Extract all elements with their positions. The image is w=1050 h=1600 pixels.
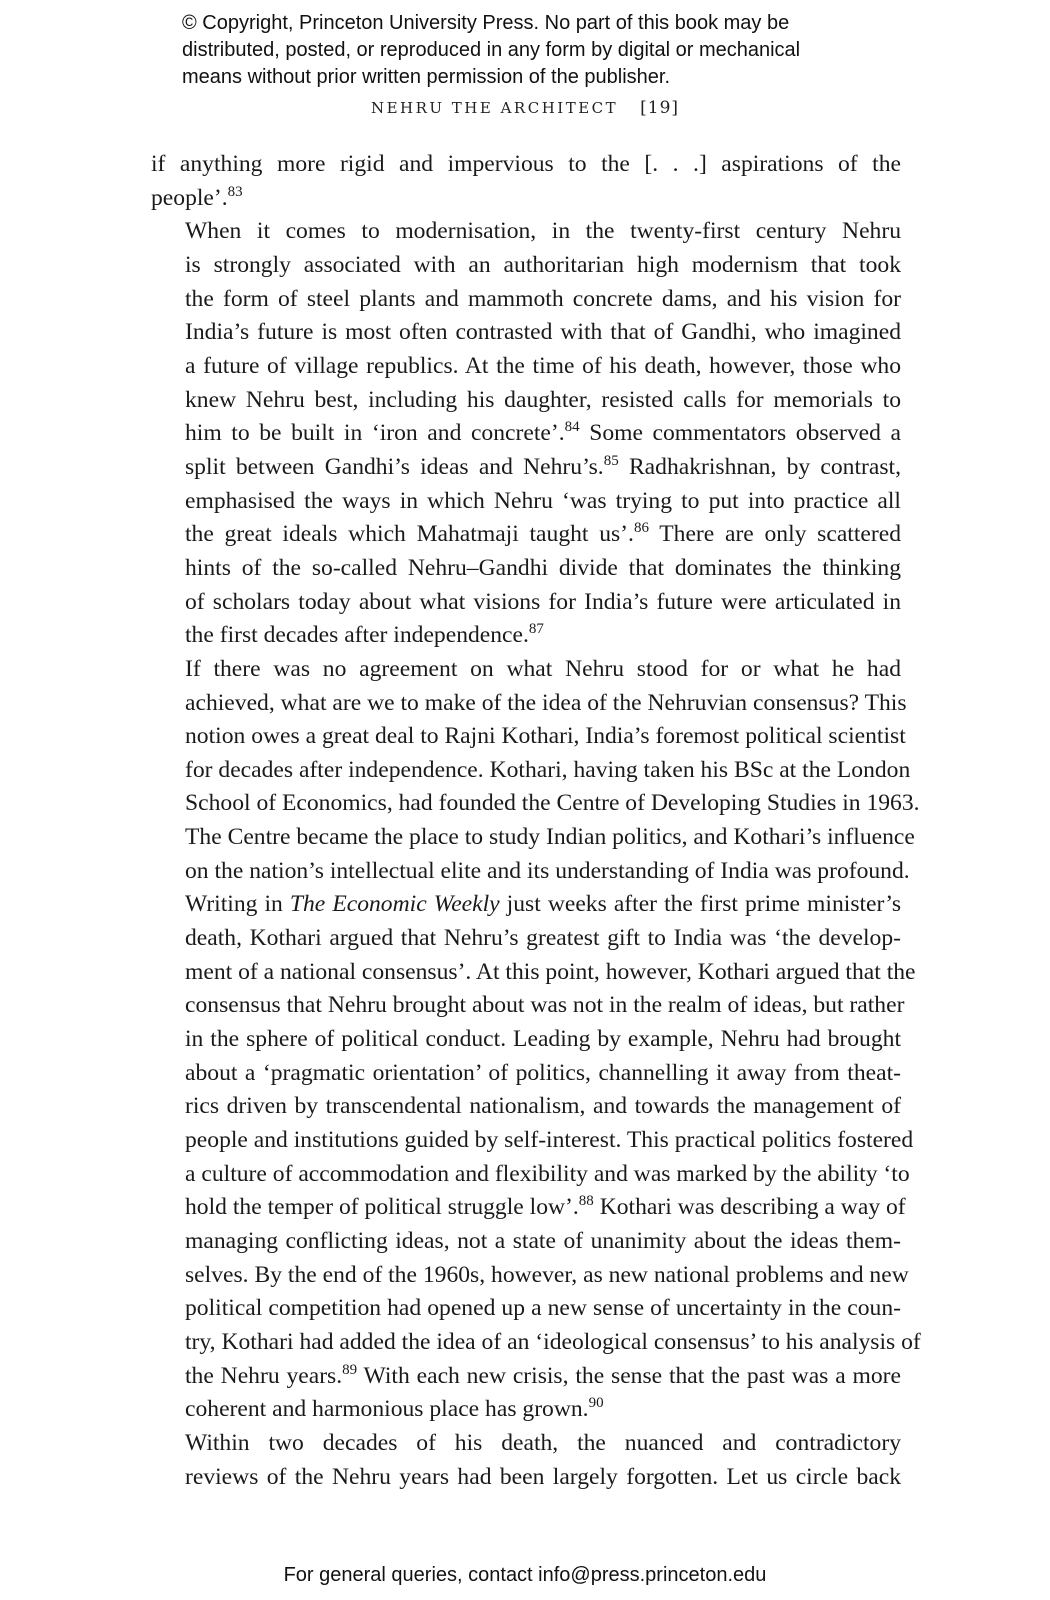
text-line: for decades after independence. Kothari, having taken his BSc at the London: [185, 756, 911, 783]
text-line: When it comes to modernisation, in the twenty-first century Nehru: [185, 218, 901, 245]
footnote-marker: 89: [342, 1361, 358, 1378]
copyright-notice: [182, 10, 902, 91]
text-line: of scholars today about what visions for India’s future were articulated in: [185, 588, 901, 615]
text-line: selves. By the end of the 1960s, however, as new national problems and new: [185, 1261, 909, 1288]
text-line: managing conflicting ideas, not a state of unanimity about the ideas them-: [185, 1228, 901, 1254]
paragraph: [151, 1427, 901, 1494]
text-line: death, Kothari argued that Nehru’s greatest gift to India was ‘the develop-: [185, 925, 901, 952]
text-line: the Nehru years.$^{89}$ With each new crisis, the sense that the past was a more: [185, 1361, 901, 1389]
footnote-marker: 87: [528, 621, 544, 638]
text-line: achieved, what are we to make of the idea of the Nehruvian consensus? This: [185, 689, 907, 716]
text-line: the form of steel plants and mammoth concrete dams, and his vision for: [185, 285, 901, 312]
text-line: School of Economics, had founded the Centre of Developing Studies in 1963.: [185, 790, 920, 817]
running-head: [0, 98, 1050, 118]
text-line: India’s future is most often contrasted with that of Gandhi, who imagined: [185, 319, 901, 346]
footnote-marker: 88: [578, 1193, 594, 1210]
text-line: the great ideals which Mahatmaji taught us’.$^{86}$ There are only scattered: [185, 520, 901, 548]
footer-contact: For general queries, contact info@press.princeton.edu: [283, 1564, 767, 1586]
text-line: political competition had opened up a new sense of uncertainty in the coun-: [185, 1295, 901, 1322]
text-line: rics driven by transcendental nationalism, and towards the management of: [185, 1093, 901, 1120]
running-title: NEHRU THE ARCHITECT: [370, 99, 619, 117]
text-line: split between Gandhi’s ideas and Nehru’s.$^{85}$ Radhakrishnan, by contrast,: [185, 452, 901, 480]
text-line: knew Nehru best, including his daughter, resisted calls for memorials to: [185, 386, 901, 413]
text-line: ment of a national consensus’. At this point, however, Kothari argued that the: [185, 958, 916, 985]
text-line: is strongly associated with an authoritarian high modernism that took: [185, 251, 901, 278]
text-line: consensus that Nehru brought about was not in the realm of ideas, but rather: [185, 992, 905, 1019]
text-line: hold the temper of political struggle low’.$^{88}$ Kothari was describing a way of: [185, 1193, 906, 1221]
paragraph: [151, 148, 901, 215]
footnote-marker: 83: [227, 183, 243, 200]
copyright-line: © Copyright, Princeton University Press. No part of this book may be: [182, 12, 790, 34]
copyright-line: means without prior written permission of the publisher.: [182, 66, 671, 88]
text-line: about a ‘pragmatic orientation’ of politics, channelling it away from theat-: [185, 1059, 901, 1086]
text-line: people’.$^{83}$: [151, 183, 243, 211]
footnote-marker: 86: [633, 520, 649, 537]
text-line: notion owes a great deal to Rajni Kothari, India’s foremost political scientist: [185, 723, 906, 750]
text-line: If there was no agreement on what Nehru stood for or what he had: [185, 655, 901, 682]
footnote-marker: 84: [564, 419, 580, 436]
paragraph: [151, 653, 921, 1427]
text-line: him to be built in ‘iron and concrete’.$^{84}$ Some commentators observed a: [185, 419, 901, 447]
text-line: Writing in The Economic Weekly just weeks after the first prime minister’s: [185, 891, 901, 918]
body-text: [151, 148, 921, 1494]
text-line: coherent and harmonious place has grown.$^{90}$: [185, 1395, 604, 1423]
paragraph: [151, 215, 901, 653]
footnote-marker: 85: [603, 452, 619, 469]
text-line: reviews of the Nehru years had been largely forgotten. Let us circle back: [185, 1463, 901, 1490]
text-line: emphasised the ways in which Nehru ‘was trying to put into practice all: [185, 487, 901, 514]
text-line: on the nation’s intellectual elite and its understanding of India was profound.: [185, 857, 910, 884]
text-line: in the sphere of political conduct. Leading by example, Nehru had brought: [185, 1026, 901, 1053]
copyright-line: distributed, posted, or reproduced in any form by digital or mechanical: [182, 39, 801, 61]
text-line: try, Kothari had added the idea of an ‘ideological consensus’ to his analysis of: [185, 1328, 921, 1355]
footnote-marker: 90: [588, 1395, 604, 1412]
text-line: a future of village republics. At the time of his death, however, those who: [185, 352, 901, 379]
text-line: a culture of accommodation and flexibility and was marked by the ability ‘to: [185, 1160, 910, 1187]
page-number: [19]: [640, 98, 680, 118]
text-line: hints of the so-called Nehru–Gandhi divide that dominates the thinking: [185, 554, 901, 581]
text-line: the first decades after independence.$^{87}$: [185, 621, 544, 649]
text-line: if anything more rigid and impervious to the [. . .] aspirations of the: [151, 151, 901, 177]
text-line: Within two decades of his death, the nuanced and contradictory: [185, 1429, 901, 1456]
text-line: The Centre became the place to study Indian politics, and Kothari’s influence: [185, 824, 915, 851]
italic-title: The Economic Weekly: [289, 891, 500, 918]
text-line: people and institutions guided by self-interest. This practical politics fostered: [185, 1127, 914, 1154]
